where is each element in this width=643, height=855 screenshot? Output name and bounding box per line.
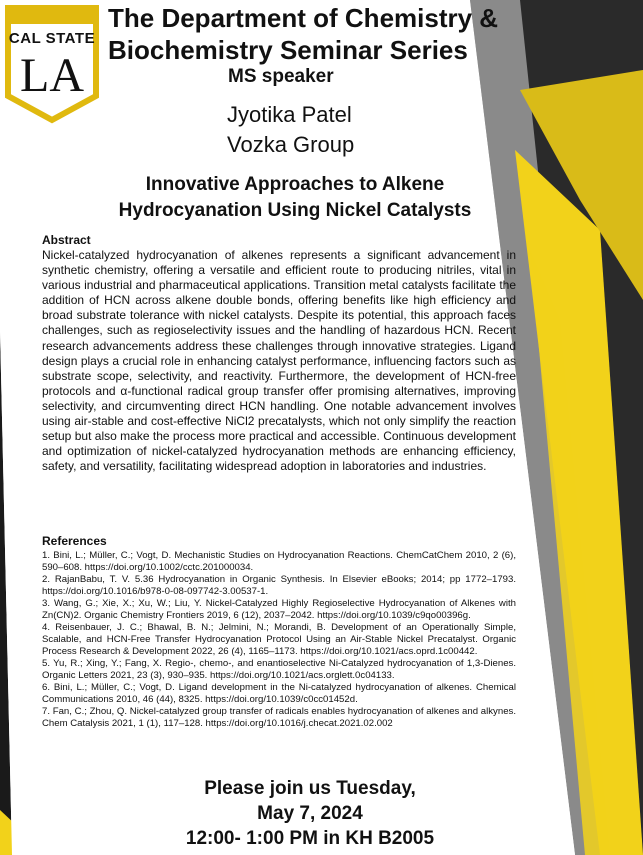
logo-big-text: LA [20, 49, 84, 102]
title-line-2: Biochemistry Seminar Series [108, 35, 468, 65]
speaker-group: Vozka Group [227, 132, 355, 157]
abstract-section [42, 233, 516, 474]
abstract-text: Nickel-catalyzed hydrocyanation of alkenes represents a significant advancement in synthetic chemistry, offering a versatile and efficient route to producing nitriles, vital in various industrial and pharmaceutical applications. Transition metal catalysts facilitate the addition of HCN across alkene double bonds, offering benefits like high efficiency and broad substrate tolerance with nickel catalysts. Despite its potential, this approach faces challenges, such as regioselectivity issues and the handling of hazardous HCN. Recent research advancements address these challenges through innovative strategies. Ligand design plays a crucial role in enhancing catalyst performance, influencing factors such as substrate scope, selectivity, and reactivity. Furthermore, the development of HCN-free protocols and α-functional radical group transfer offer promising alternatives, improving selectivity, and circumventing direct HCN handling. One notable advancement involves using air-stable and cost-effective NiCl2 precatalysts, which not only simplify the reaction setup but also make the process more practical and accessible. Continuous development and optimization of nickel-catalyzed hydrocyanation methods are enhancing efficiency, safety, and versatility, facilitating widespread adoption in laboratories and industries. [42, 248, 516, 474]
speaker-name: Jyotika Patel [227, 102, 352, 127]
reference-item: 4. Reisenbauer, J. C.; Bhawal, B. N.; Jelmini, N.; Morandi, B. Development of an Operationally Simple, Scalable, and HCN-Free Transfer Hydrocyanation Protocol Using an Air-Stable Nickel Precatalyst. Organic Process Research & Development 2022, 26 (4), 1165–1173. https://doi.org/10.1021/acs.oprd.1c00442. [42, 622, 516, 657]
reference-item: 7. Fan, C.; Zhou, Q. Nickel-catalyzed group transfer of radicals enables hydrocyanation of alkenes and alkynes. Chem Catalysis 2021, 1 (1), 117–128. https://doi.org/10.1016/j.checat.2021.02.002 [42, 706, 516, 729]
talk-title-line-1: Innovative Approaches to Alkene [145, 174, 445, 195]
references-heading: References [42, 534, 107, 548]
talk-title-line-2: Hydrocyanation Using Nickel Catalysts [118, 200, 472, 221]
reference-item: 1. Bini, L.; Müller, C.; Vogt, D. Mechanistic Studies on Hydrocyanation Reactions. ChemCatChem 2010, 2 (6), 590–608. https://doi.org/10.1002/cctc.201000034. [42, 550, 516, 573]
logo-top-text: CAL STATE [8, 30, 96, 47]
event-time-location: 12:00- 1:00 PM in KH B2005 [185, 828, 435, 849]
event-invitation: Please join us Tuesday, [204, 778, 416, 799]
reference-item: 6. Bini, L.; Müller, C.; Vogt, D. Ligand development in the Ni-catalyzed hydrocyanation of alkenes. Chemical Communications 2010, 46 (44), 8325. https://doi.org/10.1039/c0cc01452d. [42, 682, 516, 705]
talk-title [70, 172, 520, 224]
seminar-series-title [108, 2, 588, 66]
reference-item: 3. Wang, G.; Xie, X.; Xu, W.; Liu, Y. Nickel-Catalyzed Highly Regioselective Hydrocyanation of Alkenes with Zn(CN)2. Organic Chemistry Frontiers 2019, 6 (12), 2037–2042. https://doi.org/10.1039/c9qo00396g. [42, 598, 516, 621]
abstract-heading: Abstract [42, 233, 91, 247]
references-section [42, 534, 516, 730]
event-details [140, 776, 480, 851]
reference-item: 5. Yu, R.; Xing, Y.; Fang, X. Regio-, chemo-, and enantioselective Ni-Catalyzed hydrocyanation of 1,3-Dienes. Organic Letters 2021, 23 (3), 930–935. https://doi.org/10.1021/acs.orglett.0c04133. [42, 658, 516, 681]
event-date: May 7, 2024 [257, 803, 363, 824]
cal-state-la-logo [4, 4, 100, 124]
title-line-1: The Department of Chemistry & [108, 3, 499, 33]
speaker-type: MS speaker [228, 66, 334, 87]
reference-item: 2. RajanBabu, T. V. 5.36 Hydrocyanation in Organic Synthesis. In Elsevier eBooks; 2014; pp 1772–1793. https://doi.org/10.1016/b978-0-08-097742-3.00537-1. [42, 574, 516, 597]
speaker-info [227, 100, 354, 160]
